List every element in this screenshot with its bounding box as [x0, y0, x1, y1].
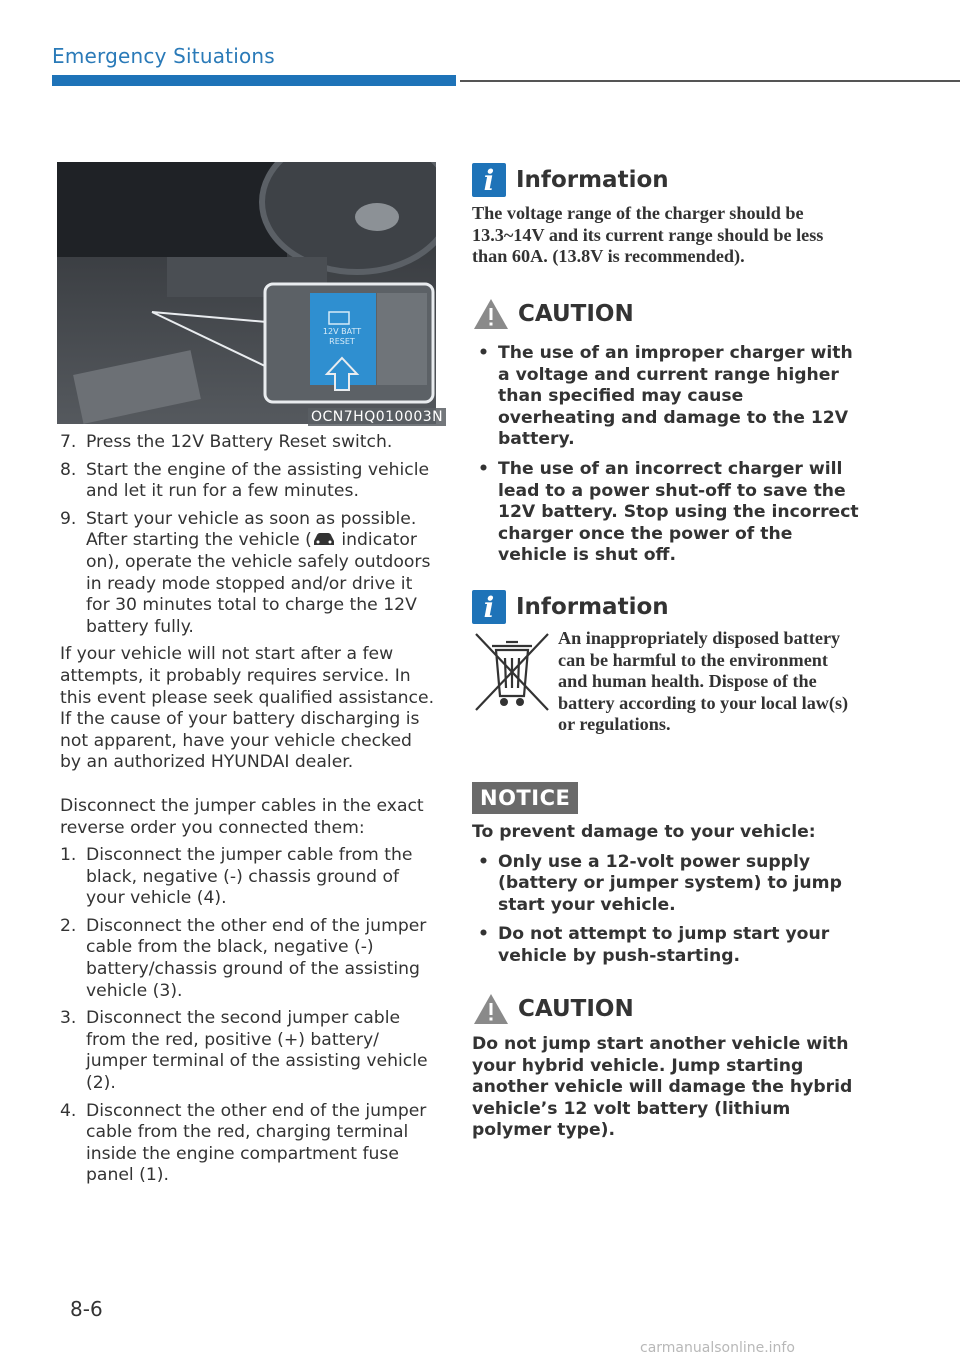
info-box-voltage [472, 163, 862, 268]
list-item: 1. Disconnect the jumper cable from the black, negative (-) chassis ground of your vehicle (4). [60, 845, 413, 909]
info-title: Information [516, 167, 669, 193]
notice-box [472, 782, 862, 976]
warning-icon [472, 297, 510, 331]
dashboard-photo [57, 162, 436, 424]
paragraph: Disconnect the jumper cables in the exact reverse order you connected them: [60, 795, 424, 838]
header-bar [52, 75, 456, 86]
list-item: 8. Start the engine of the assisting vehicle and let it run for a few minutes. [60, 459, 430, 502]
caution-text: Do not jump start another vehicle with your hybrid vehicle. Jump starting another vehicle will damage the hybrid vehicle’s 12 volt battery (lithium polymer type). [472, 1034, 853, 1141]
page-number: 8-6 [70, 1297, 103, 1321]
header-rule [460, 80, 960, 82]
caution-title: CAUTION [518, 996, 634, 1022]
info-title: Information [516, 594, 669, 620]
recycle-bin-crossed-icon [474, 632, 550, 712]
switch-label-line2: RESET [329, 337, 355, 346]
watermark: carmanualsonline.info [640, 1340, 795, 1356]
dashboard-illustration [57, 162, 436, 424]
figure-caption: OCN7HQ010003N [308, 408, 446, 426]
info-text: The voltage range of the charger should be 13.3~14V and its current range should be less than 60A. (13.8V is recommended). [472, 203, 824, 267]
list-item: 4. Disconnect the other end of the jumper cable from the red, charging terminal inside the engine compartment fuse panel (1). [60, 1100, 427, 1186]
caution-title: CAUTION [518, 301, 634, 327]
left-column [60, 432, 438, 1193]
list-item: 9. Start your vehicle as soon as possible. After starting the vehicle ( indicator on), operate the vehicle safely outdoors in ready mode stopped and/or drive it for 30 minutes total to charge the 12V battery fully. [60, 508, 431, 637]
list-item: • The use of an improper charger with a voltage and current range higher than specified may cause overheating and damage to the 12V battery. [478, 343, 853, 450]
list-item: • The use of an incorrect charger will lead to a power shut-off to save the 12V battery. Stop using the incorrect charger once the power of the vehicle is shut off. [478, 458, 859, 566]
ready-indicator-icon [312, 532, 336, 546]
info-box-disposal [472, 590, 862, 624]
info-icon: i [472, 590, 506, 624]
warning-icon [472, 992, 510, 1026]
list-item: • Only use a 12-volt power supply (battery or jumper system) to jump start your vehicle. [478, 851, 842, 915]
section-title: Emergency Situations [52, 44, 275, 68]
paragraph: If your vehicle will not start after a few attempts, it probably requires service. In this event please seek qualified assistance. If the cause of your battery discharging is not apparent, have your vehicle checked by an authorized HYUNDAI dealer. [60, 644, 435, 773]
caution-box-jumpstart [472, 992, 862, 1142]
list-item: 7. Press the 12V Battery Reset switch. [60, 432, 393, 452]
switch-label-line1: 12V BATT [322, 327, 362, 336]
list-item: • Do not attempt to jump start your vehicle by push-starting. [478, 924, 830, 966]
caution-box-charger [472, 297, 862, 575]
list-item: 3. Disconnect the second jumper cable from the red, positive (+) battery/ jumper terminal of the assisting vehicle (2). [60, 1008, 428, 1094]
info-text: An inappropriately disposed battery can be harmful to the environment and human health. Dispose of the battery according to your local law(s) or regulations. [558, 628, 849, 735]
notice-intro: To prevent damage to your vehicle: [472, 822, 816, 842]
list-item: 2. Disconnect the other end of the jumper cable from the black, negative (-) battery/chassis ground of the assisting vehicle (3). [60, 915, 427, 1001]
info-icon: i [472, 163, 506, 197]
notice-label: NOTICE [472, 782, 578, 814]
